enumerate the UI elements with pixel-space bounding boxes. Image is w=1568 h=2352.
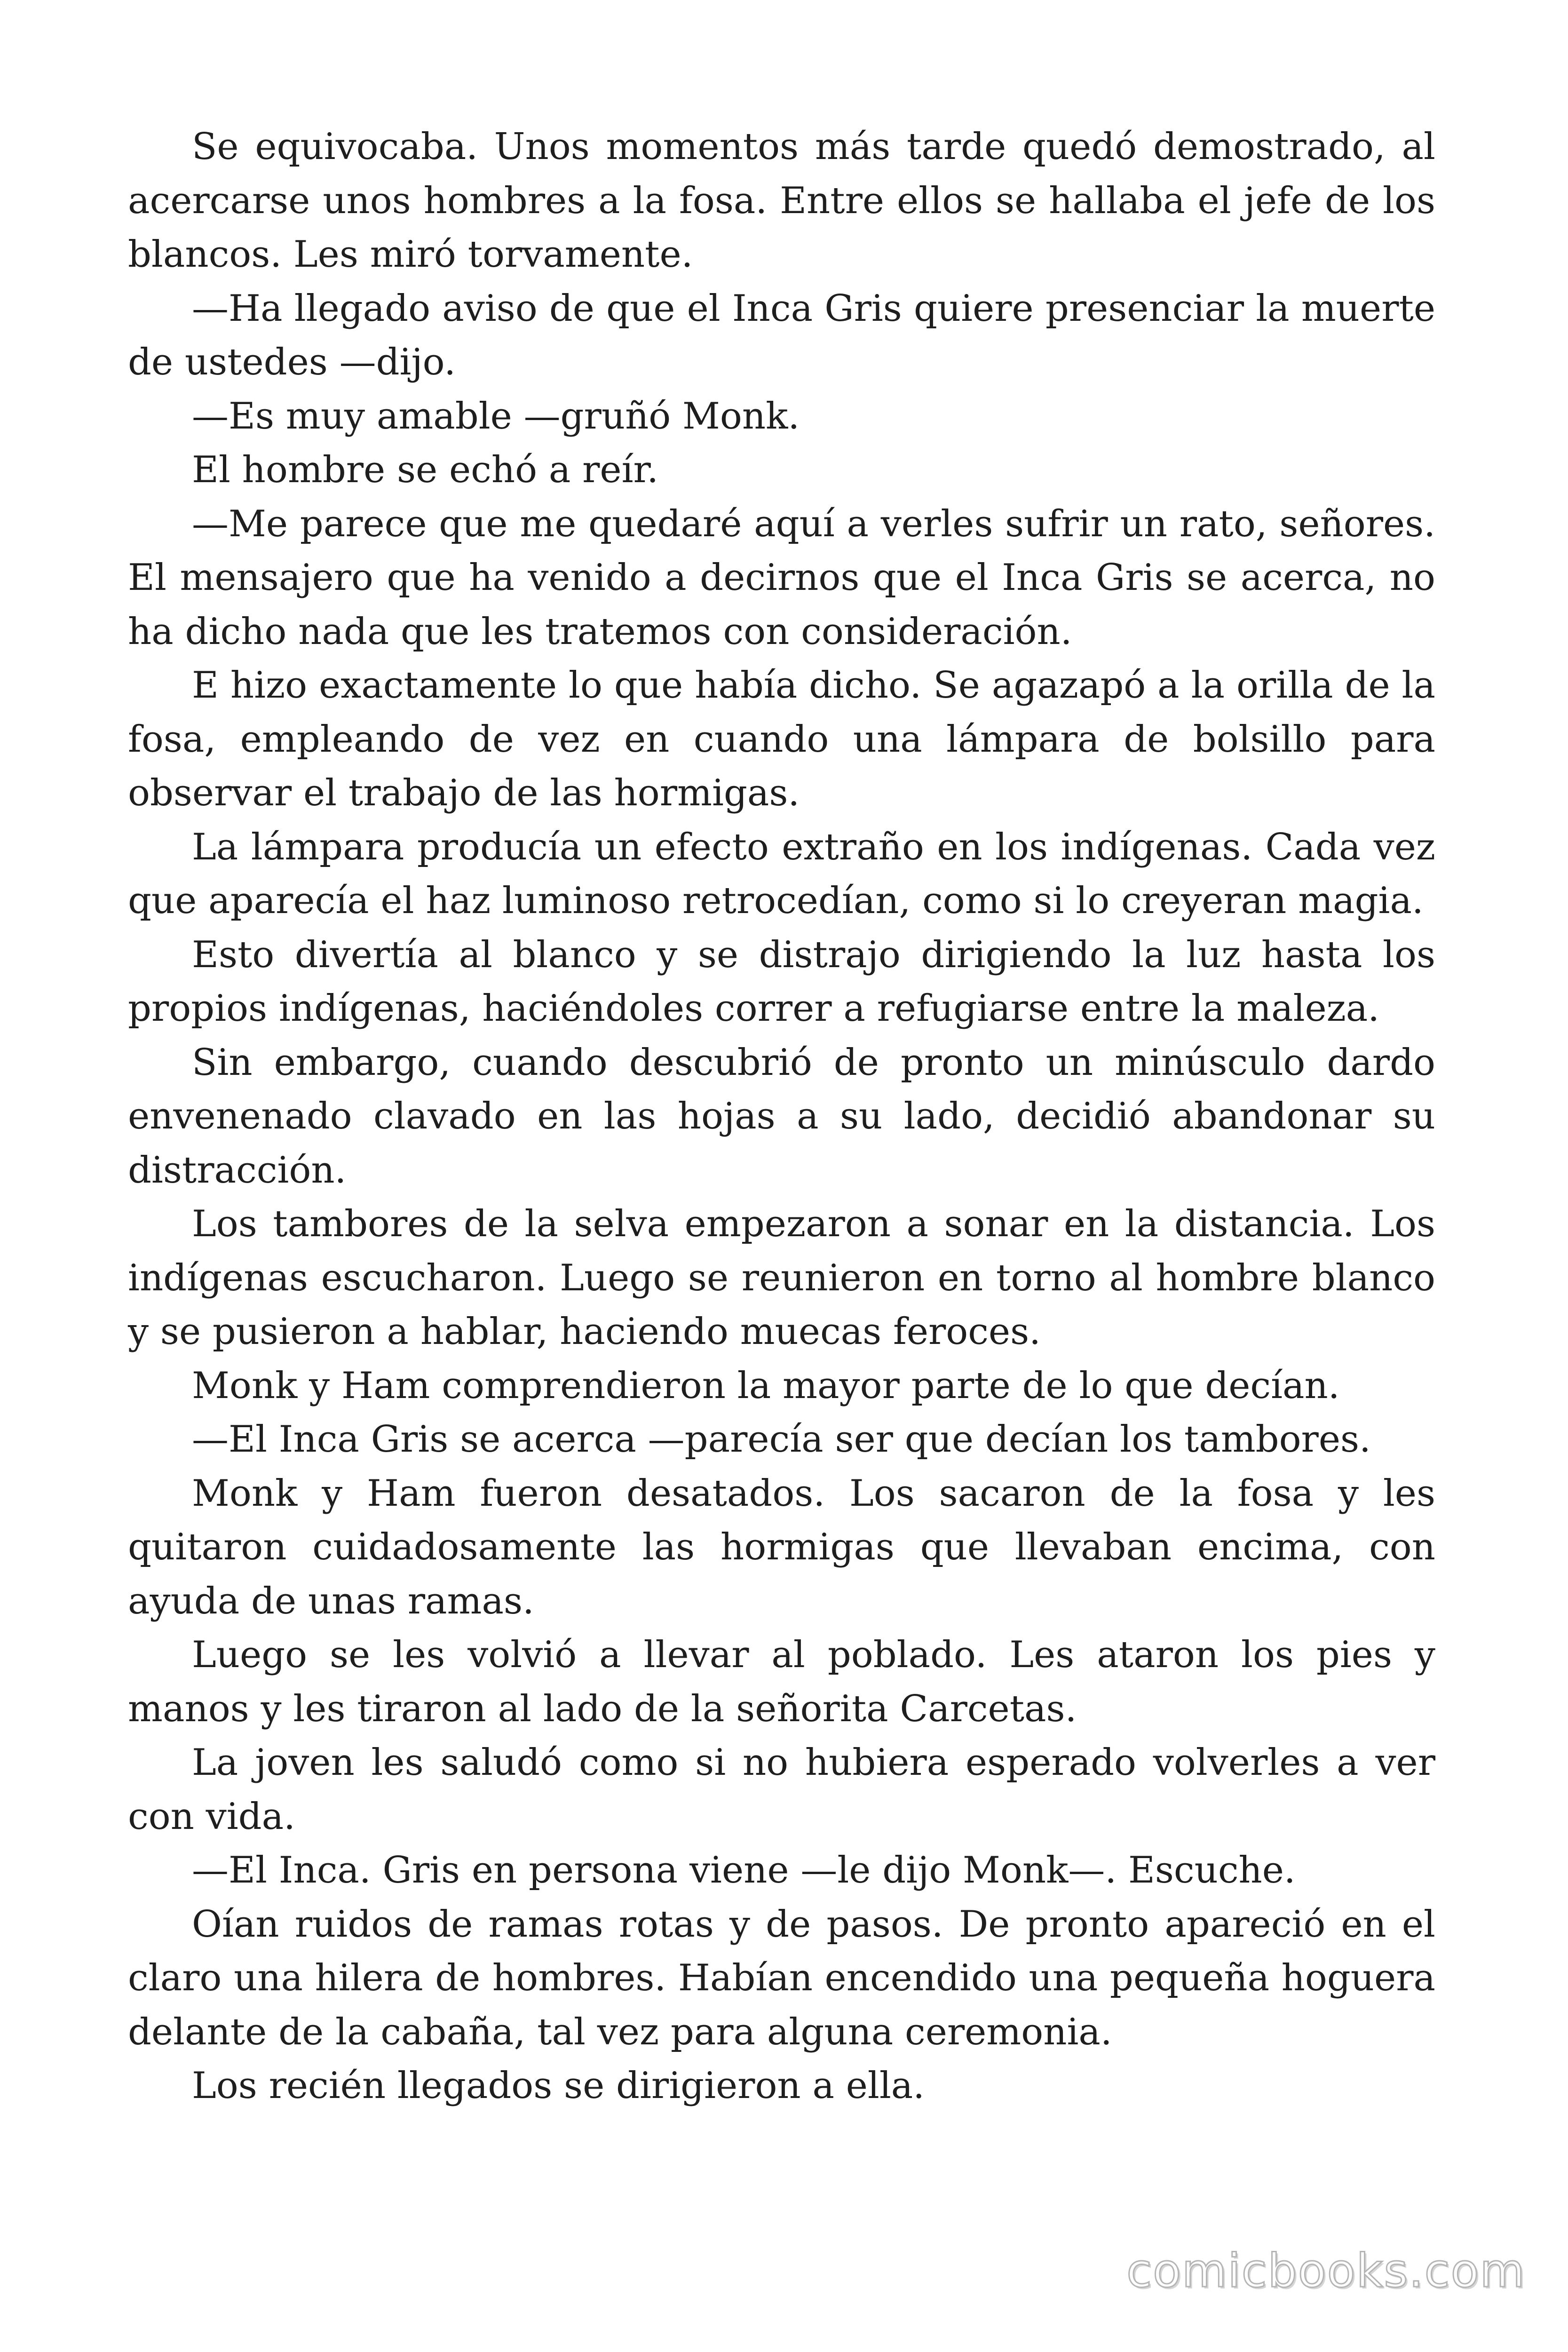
paragraph-3: —Es muy amable —gruñó Monk.: [192, 395, 800, 437]
paragraph-17: Oían ruidos de ramas rotas y de pasos. De pronto apareció en el claro una hilera de hombres. Habían encendido una pequeña hoguera delante de la cabaña, tal vez para alguna ceremonia.: [128, 1903, 1435, 2053]
paragraph-5: —Me parece que me quedaré aquí a verles sufrir un rato, señores. El mensajero que ha venido a decirnos que el Inca Gris se acerca, no ha dicho nada que les tratemos con consideración.: [128, 502, 1435, 653]
paragraph-16: —El Inca. Gris en persona viene —le dijo Monk—. Escuche.: [192, 1849, 1296, 1891]
paragraph-7: La lámpara producía un efecto extraño en los indígenas. Cada vez que aparecía el haz luminoso retrocedían, como si lo creyeran magia.: [128, 826, 1435, 922]
paragraph-11: Monk y Ham comprendieron la mayor parte de lo que decían.: [192, 1364, 1340, 1407]
paragraph-13: Monk y Ham fueron desatados. Los sacaron de la fosa y les quitaron cuidadosamente las hormigas que llevaban encima, con ayuda de unas ramas.: [128, 1472, 1435, 1622]
watermark: comicbooks.com: [1126, 2244, 1526, 2298]
paragraph-1: Se equivocaba. Unos momentos más tarde quedó demostrado, al acercarse unos hombres a la fosa. Entre ellos se hallaba el jefe de los blancos. Les miró torvamente.: [128, 126, 1435, 276]
paragraph-14: Luego se les volvió a llevar al poblado. Les ataron los pies y manos y les tiraron al lado de la señorita Carcetas.: [128, 1634, 1435, 1730]
paragraph-9: Sin embargo, cuando descubrió de pronto un minúsculo dardo envenenado clavado en las hojas a su lado, decidió abandonar su distracción.: [128, 1041, 1435, 1192]
paragraph-4: El hombre se echó a reír.: [192, 449, 659, 491]
paragraph-8: Esto divertía al blanco y se distrajo dirigiendo la luz hasta los propios indígenas, haciéndoles correr a refugiarse entre la maleza.: [128, 933, 1435, 1030]
body-text: [128, 120, 1435, 2113]
paragraph-12: —El Inca Gris se acerca —parecía ser que decían los tambores.: [192, 1418, 1371, 1461]
paragraph-6: E hizo exactamente lo que había dicho. Se agazapó a la orilla de la fosa, empleando de vez en cuando una lámpara de bolsillo para observar el trabajo de las hormigas.: [128, 664, 1435, 814]
paragraph-18: Los recién llegados se dirigieron a ella.: [192, 2065, 925, 2107]
paragraph-10: Los tambores de la selva empezaron a sonar en la distancia. Los indígenas escucharon. Luego se reunieron en torno al hombre blanco y se pusieron a hablar, haciendo muecas feroces.: [128, 1203, 1435, 1353]
paragraph-15: La joven les saludó como si no hubiera esperado volverles a ver con vida.: [128, 1741, 1435, 1838]
paragraph-2: —Ha llegado aviso de que el Inca Gris quiere presenciar la muerte de ustedes —dijo.: [128, 287, 1435, 383]
